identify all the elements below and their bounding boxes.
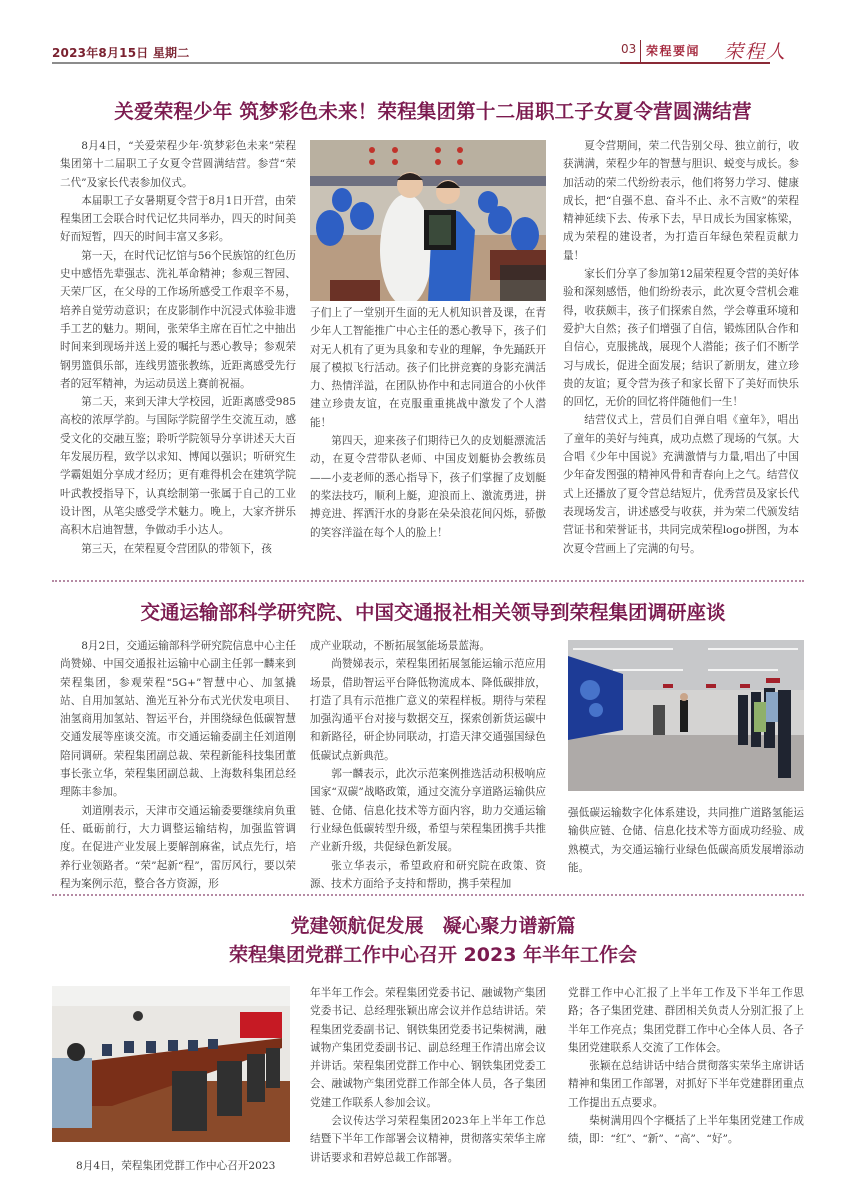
article1-column-3 bbox=[563, 137, 799, 558]
paragraph: 强低碳运输数字化体系建设，共同推广道路氢能运输供应链、仓储、信息化技术等方面成功经验、成熟模式，为交通运输行业绿色低碳高质发展增添动能。 bbox=[568, 807, 804, 874]
paragraph: 本届职工子女暑期夏令营于8月1日开营，由荣程集团工会联合时代记忆共同举办，四天的时间美好而短暂，四天的时间丰富又多彩。 bbox=[60, 194, 296, 244]
article1-photo bbox=[310, 140, 546, 301]
masthead-rule bbox=[52, 62, 620, 64]
paragraph: 第二天，来到天津大学校园，近距离感受985高校的浓厚学韵。与国际学院留学生交流互动，感受文化的交融互鉴；聆听学院领导分享讲述天大百年发展历程，致学以求知、博闻以强识；听研究生学霸姐姐分享成才经历；更有难得机会在建筑学院叶武教授指导下，认真绘制第一张属于自己的工业设计图，从笔尖感受学术魅力。晚上，大家齐拼乐高积木启迪智慧，争做动手小达人。 bbox=[60, 396, 296, 537]
issue-date: 2023年8月15日 星期二 bbox=[52, 46, 190, 60]
paragraph: 年半年工作会。荣程集团党委书记、融诚物产集团党委书记、总经理张颖出席会议并作总结讲话。荣程集团党委副书记、钢铁集团党委书记柴树满，融诚物产集团党委副书记、副总经理王作清出席会议并讲话。荣程集团党群工作中心、钢铁集团党委工会、融诚物产集团党群工作部全体人员，各子集团党建工作联系人参加会议。 bbox=[310, 987, 546, 1109]
paragraph: 刘道刚表示，天津市交通运输委要继续肩负重任、砥砺前行，大力调整运输结构，加强监管调度。在促进产业发展上要解剖麻雀，试点先行，培养行业领路者。“荣”起新“程”，雷厉风行，要以荣程为案例示范，整合各方资源，形 bbox=[60, 804, 296, 890]
article2-title: 交通运输部科学研究院、中国交通报社相关领导到荣程集团调研座谈 bbox=[140, 601, 726, 624]
paragraph: 结营仪式上，营员们自弹自唱《童年》，唱出了童年的美好与纯真，成功点燃了现场的气氛。大合唱《少年中国说》充满激情与力量,唱出了中国少年奋发图强的精神风骨和青春向上之气。结营仪式上还播放了夏令营总结短片，优秀营员及家长代表现场发言，讲述感受与收获，并为荣二代颁发结营证书和荣誉证书，共同完成荣程logo拼图，为本次夏令营画上了完满的句号。 bbox=[563, 414, 799, 555]
article3-photo bbox=[52, 986, 290, 1142]
paragraph: 第三天，在荣程夏令营团队的带领下，孩 bbox=[81, 542, 272, 555]
article3-column-3 bbox=[568, 984, 804, 1149]
paragraph: 8月4日，“关爱荣程少年·筑梦彩色未来”荣程集团第十二届职工子女夏令营圆满结营。参营“荣二代”及家长代表参加仪式。 bbox=[60, 140, 296, 189]
paragraph: 成产业联动，不断拓展氢能场景蓝海。 bbox=[310, 640, 491, 652]
article3-title-line2: 荣程集团党群工作中心召开 2023 年半年工作会 bbox=[228, 944, 638, 966]
paragraph: 夏令营期间，荣二代告别父母、独立前行，收获满满，荣程少年的智慧与胆识、蜕变与成长。参加活动的荣二代纷纷表示，他们将努力学习、健康成长，把“自强不息、奋斗不止、永不言败”的荣程精神延续下去、传承下去，早日成长为国家栋梁，成为荣程的建设者，为打造百年绿色荣程贡献力量！ bbox=[563, 140, 799, 262]
article2-photo bbox=[568, 640, 804, 791]
section-divider bbox=[52, 580, 804, 582]
article2-column-1 bbox=[60, 637, 296, 893]
paragraph: 第四天，迎来孩子们期待已久的皮划艇漂流活动，在夏令营带队老师、中国皮划艇协会教练员——小麦老师的悉心指导下，孩子们掌握了皮划艇的桨法技巧，顺利上艇，迎浪而上、激流勇进，拼搏竞进、挥洒汗水的身影在朵朵浪花间闪烁，骄傲的笑容洋溢在每个人的脸上！ bbox=[310, 435, 546, 539]
summer-camp-photo bbox=[310, 140, 546, 301]
paragraph: 张立华表示，希望政府和研究院在政策、资源、技术方面给予支持和帮助，携手荣程加 bbox=[310, 859, 546, 890]
newspaper-logo: 荣程人 bbox=[724, 41, 788, 63]
article3-title-line1: 党建领航促发展 凝心聚力谱新篇 bbox=[290, 915, 576, 937]
article1-column-1 bbox=[60, 137, 296, 558]
paragraph: 8月2日，交通运输部科学研究院信息中心主任尚赞娣、中国交通报社运输中心副主任郭一麟来到荣程集团，参观荣程“5G+”智慧中心、加氢撬站、自用加氢站、渔光互补分布式光伏发电项目、油氢商用加氢站、智运平台，并围绕绿色低碳智慧交通发展等座谈交流。市交通运输委副主任刘道刚陪同调研。荣程集团副总裁、荣程新能科技集团董事长张立华，荣程集团副总裁、上海数科集团总经理陈丰参加。 bbox=[60, 640, 296, 799]
article3-photo-caption: 8月4日，荣程集团党群工作中心召开2023 bbox=[76, 1160, 276, 1172]
article1-title: 关爱荣程少年 筑梦彩色未来！荣程集团第十二届职工子女夏令营圆满结营 bbox=[114, 100, 752, 123]
page-number: 03 bbox=[621, 42, 637, 56]
paragraph: 第一天，在时代记忆馆与56个民族馆的红色历史中感悟先辈强志、洗礼革命精神；参观三智园、天荣厂区，在父母的工作场所感受工作艰辛不易，培养自觉劳动意识；在皮影制作中沉浸式体验非遗手工艺的魅力。期间，张荣华主席在百忙之中抽出时间来到现场并送上爱的嘱托与悉心教导；参观荣钢男篮俱乐部，连线男篮张教练，近距离感受先行者的冠军精神，为运动员送上赛前祝福。 bbox=[60, 249, 296, 390]
article3-column-2 bbox=[310, 984, 546, 1167]
paragraph: 子们上了一堂别开生面的无人机知识普及课，在青少年人工智能推广中心主任的悉心教导下，孩子们对无人机有了更为具象和专业的理解，争先踊跃开展了模拟飞行活动。孩子们比拼竞赛的身影充满活力、热情洋溢，在团队协作中和志同道合的小伙伴建立珍贵友谊，在克服重重挑战中激发了个人潜能！ bbox=[310, 307, 546, 429]
paragraph: 党群工作中心汇报了上半年工作及下半年工作思路；各子集团党建、群团相关负责人分别汇报了上半年工作亮点；集团党群工作中心全体人员、各子集团党建联系人交流了工作体会。 bbox=[568, 987, 804, 1054]
article1-column-2 bbox=[310, 304, 546, 542]
article2-column-2 bbox=[310, 637, 546, 893]
meeting-room-photo bbox=[52, 986, 290, 1142]
page-masthead bbox=[48, 40, 818, 68]
paragraph: 会议传达学习荣程集团2023年上半年工作总结暨下半年工作部署会议精神，贯彻落实荣华主席讲话要求和君婷总裁工作部署。 bbox=[310, 1115, 546, 1164]
paragraph: 郭一麟表示，此次示范案例推选活动积极响应国家“双碳”战略政策，通过交流分享道路运输供应链、仓储、信息化技术等方面内容，助力交通运输行业绿色低碳转型升级，希望与荣程集团携手共推产业新升级，共促绿色新发展。 bbox=[310, 768, 546, 854]
paragraph: 柴树满用四个字概括了上半年集团党建工作成绩，即：“红”、“新”、“高”、“好”。 bbox=[568, 1115, 804, 1146]
masthead-separator bbox=[640, 40, 641, 62]
section-divider bbox=[52, 894, 804, 896]
section-name: 荣程要闻 bbox=[646, 44, 701, 58]
article2-column-3 bbox=[568, 804, 804, 877]
smart-center-visit-photo bbox=[568, 640, 804, 791]
paragraph: 家长们分享了参加第12届荣程夏令营的美好体验和深刻感悟，他们纷纷表示，此次夏令营机会难得，收获颇丰，孩子们探索自然，学会尊重环境和爱护大自然；孩子们增强了自信，锻炼团队合作和自信心，克服挑战，展现个人潜能；孩子们不断学习与成长，促进全面发展；结识了新朋友，建立珍贵的友谊；夏令营为孩子和家长留下了美好而快乐的回忆，无价的回忆将伴随他们一生！ bbox=[563, 268, 799, 409]
paragraph: 张颖在总结讲话中结合贯彻落实荣华主席讲话精神和集团工作部署，对抓好下半年党建群团重点工作提出五点要求。 bbox=[568, 1060, 804, 1109]
paragraph: 尚赞娣表示，荣程集团拓展氢能运输示范应用场景，借助智运平台降低物流成本、降低碳排放，打造了具有示范推广意义的荣程样板。期待与荣程加强沟通平台对接与数据交互，探索创新货运碳中和新路径，研企协同联动，打造天津交通强国绿色低碳试点新典范。 bbox=[310, 658, 546, 762]
